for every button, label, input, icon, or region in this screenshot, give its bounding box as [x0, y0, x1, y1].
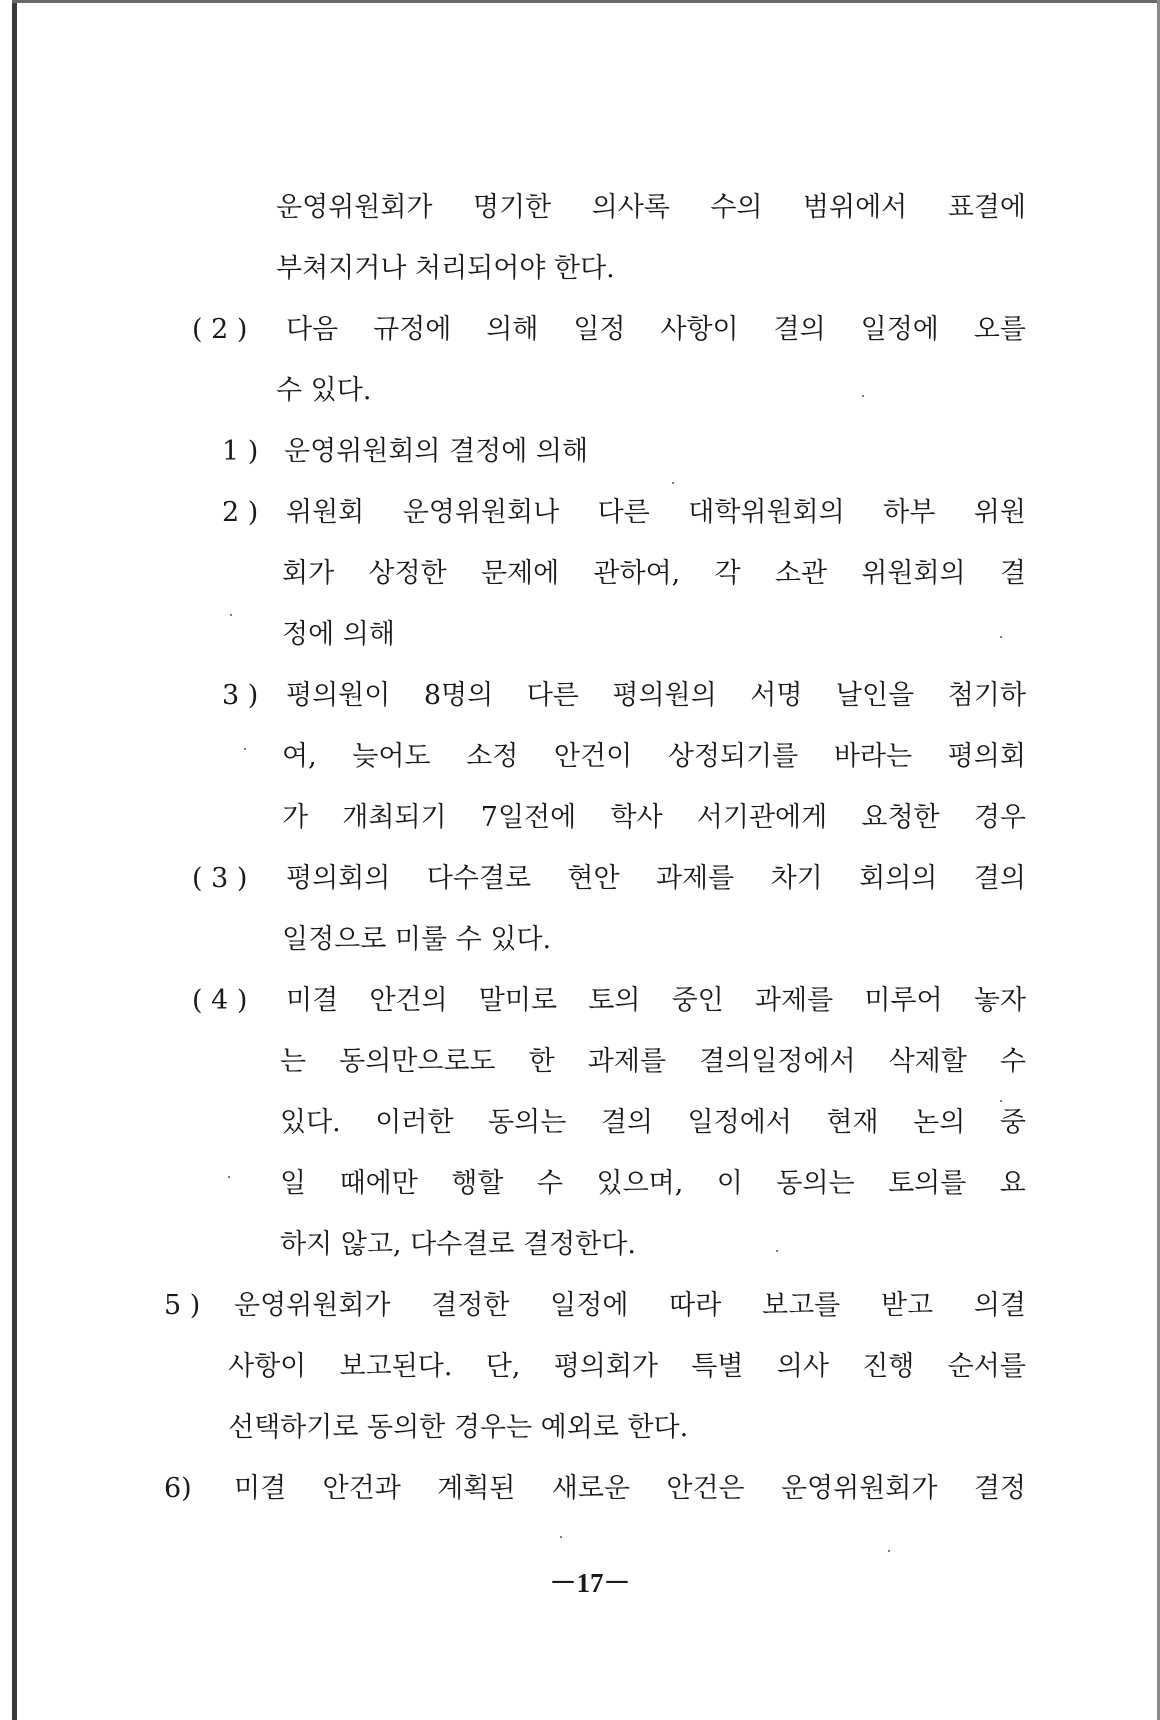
item-marker: ( 4 ) — [192, 985, 248, 1016]
body-line: 일정으로 미룰 수 있다. — [282, 924, 552, 955]
page-number: －17－ — [549, 1568, 631, 1598]
word: 7일전에 — [480, 802, 577, 833]
scan-speck — [228, 1176, 230, 1178]
body-line: 수 있다. — [276, 375, 372, 406]
word: 각 — [714, 558, 741, 589]
word: 다른 — [526, 680, 579, 711]
word: 바라는 — [833, 741, 913, 772]
word: 학사 — [610, 802, 663, 833]
word: 한 — [528, 1046, 555, 1077]
item-marker: 6) — [164, 1473, 192, 1504]
body-line — [228, 1350, 1026, 1384]
word: 사항이 — [228, 1351, 307, 1382]
word: 의사록 — [591, 192, 670, 223]
item-marker: ( 2 ) — [192, 314, 248, 345]
word: 첨기하 — [947, 680, 1026, 711]
body-line — [286, 984, 1026, 1018]
page-top-edge — [12, 0, 1160, 3]
body-line — [282, 801, 1026, 835]
word: 있으며, — [596, 1168, 684, 1199]
word: 결의일정에서 — [699, 1046, 856, 1077]
item-marker: 5 ) — [164, 1290, 201, 1321]
word: 8명의 — [423, 680, 494, 711]
scan-speck — [1000, 636, 1002, 638]
word: 하부 — [883, 497, 936, 528]
word: 일정에서 — [687, 1107, 792, 1138]
word: 안건이 — [553, 741, 633, 772]
word: 위원회 — [286, 497, 365, 528]
word: 개최되기 — [342, 802, 447, 833]
word: 평의원이 — [286, 680, 391, 711]
word: 회의의 — [859, 863, 938, 894]
word: 이 — [716, 1168, 743, 1199]
word: 수의 — [710, 192, 763, 223]
word: 운영위원회가 — [276, 192, 433, 223]
word: 중인 — [671, 985, 724, 1016]
body-line — [276, 191, 1026, 225]
word: 일 — [280, 1168, 307, 1199]
word: 차기 — [770, 863, 823, 894]
scan-speck — [230, 614, 232, 616]
word: 현안 — [567, 863, 620, 894]
word: 평의회 — [947, 741, 1026, 772]
word: 표결에 — [947, 192, 1026, 223]
word: 안건은 — [666, 1473, 745, 1504]
item-marker: 2 ) — [222, 497, 259, 528]
word: 요 — [999, 1168, 1026, 1199]
scan-speck — [862, 395, 864, 397]
word: 동의는 — [776, 1168, 855, 1199]
body-line — [286, 679, 1026, 713]
word: 관하여, — [593, 558, 681, 589]
scan-speck — [1000, 1100, 1002, 1102]
word: 동의만으로도 — [339, 1046, 496, 1077]
word: 결의 — [773, 314, 826, 345]
body-line: 정에 의해 — [282, 619, 395, 650]
scan-speck — [888, 1550, 890, 1552]
word: 결정 — [973, 1473, 1026, 1504]
word: 대학위원회의 — [688, 497, 845, 528]
word: 놓자 — [973, 985, 1026, 1016]
word: 결정한 — [431, 1290, 510, 1321]
word: 의사 — [776, 1351, 829, 1382]
word: 문제에 — [480, 558, 560, 589]
word: 다른 — [597, 497, 650, 528]
body-line: 운영위원회의 결정에 의해 — [284, 436, 589, 467]
word: 소정 — [466, 741, 519, 772]
word: 의결 — [973, 1290, 1026, 1321]
word: 위원회의 — [861, 558, 966, 589]
word: 운영위원회가 — [780, 1473, 938, 1504]
word: 과제를 — [655, 863, 735, 894]
page-left-edge — [12, 0, 17, 1720]
word: 과제를 — [754, 985, 834, 1016]
word: 날인을 — [835, 680, 915, 711]
word: 따라 — [669, 1290, 722, 1321]
body-line: 부쳐지거나 처리되어야 한다. — [276, 253, 615, 284]
body-line: 선택하기로 동의한 경우는 예외로 한다. — [228, 1412, 689, 1443]
word: 의해 — [486, 314, 539, 345]
body-line — [234, 1472, 1026, 1506]
word: 결의 — [973, 863, 1026, 894]
word: 오를 — [973, 314, 1026, 345]
body-line — [282, 740, 1026, 774]
word: 일정에 — [860, 314, 939, 345]
word: 미결 — [286, 985, 339, 1016]
word: 논의 — [913, 1107, 966, 1138]
scan-speck — [560, 1536, 562, 1538]
word: 순서를 — [947, 1351, 1026, 1382]
word: 미루어 — [864, 985, 943, 1016]
word: 는 — [280, 1046, 307, 1077]
word: 명기한 — [472, 192, 552, 223]
word: 현재 — [826, 1107, 879, 1138]
word: 토의 — [588, 985, 641, 1016]
word: 보고를 — [761, 1290, 841, 1321]
word: 경우 — [973, 802, 1026, 833]
word: 사항이 — [660, 314, 739, 345]
word: 상정되기를 — [667, 741, 799, 772]
body-line — [234, 1289, 1026, 1323]
word: 여, — [282, 741, 317, 772]
word: 안건의 — [369, 985, 448, 1016]
word: 다수결로 — [426, 863, 532, 894]
word: 늦어도 — [352, 741, 431, 772]
word: 회가 — [282, 558, 335, 589]
word: 평의회의 — [286, 863, 391, 894]
word: 단, — [485, 1351, 521, 1382]
word: 운영위원회가 — [234, 1290, 391, 1321]
word: 때에만 — [339, 1168, 418, 1199]
word: 일정에 — [550, 1290, 629, 1321]
item-marker: 3 ) — [222, 680, 259, 711]
word: 계획된 — [437, 1473, 516, 1504]
item-marker: 1 ) — [222, 436, 259, 467]
body-line — [280, 1045, 1026, 1079]
word: 결 — [999, 558, 1026, 589]
word: 미결 — [234, 1473, 287, 1504]
word: 다음 — [286, 314, 339, 345]
word: 보고된다. — [339, 1351, 453, 1382]
word: 운영위원회나 — [402, 497, 560, 528]
word: 있다. — [280, 1107, 341, 1138]
word: 위원 — [973, 497, 1026, 528]
word: 수 — [999, 1046, 1026, 1077]
scan-speck — [776, 1250, 778, 1252]
body-line — [280, 1106, 1026, 1140]
word: 가 — [282, 802, 309, 833]
word: 새로운 — [551, 1473, 630, 1504]
scan-speck — [244, 748, 246, 750]
word: 안건과 — [322, 1473, 401, 1504]
word: 범위에서 — [802, 192, 908, 223]
word: 평의회가 — [553, 1351, 659, 1382]
body-line — [286, 313, 1026, 347]
word: 동의는 — [488, 1107, 567, 1138]
body-line — [286, 496, 1026, 530]
word: 서기관에게 — [696, 802, 828, 833]
body-line — [280, 1167, 1026, 1201]
scan-speck — [672, 482, 674, 484]
word: 요청한 — [861, 802, 940, 833]
word: 삭제할 — [888, 1046, 967, 1077]
word: 규정에 — [373, 314, 452, 345]
body-line — [286, 862, 1026, 896]
word: 소관 — [774, 558, 828, 589]
item-marker: ( 3 ) — [192, 863, 248, 894]
word: 상정한 — [368, 558, 447, 589]
word: 받고 — [880, 1290, 934, 1321]
word: 결의 — [600, 1107, 654, 1138]
word: 특별 — [691, 1351, 744, 1382]
word: 서명 — [750, 680, 803, 711]
body-line — [282, 557, 1026, 591]
word: 일정 — [573, 314, 626, 345]
word: 이러한 — [375, 1107, 454, 1138]
word: 토의를 — [888, 1168, 967, 1199]
word: 진행 — [862, 1351, 915, 1382]
word: 행할 — [451, 1168, 504, 1199]
word: 수 — [536, 1168, 564, 1199]
word: 평의원의 — [612, 680, 717, 711]
body-line: 하지 않고, 다수결로 결정한다. — [280, 1229, 636, 1260]
word: 과제를 — [587, 1046, 667, 1077]
word: 말미로 — [478, 985, 558, 1016]
word: 중 — [999, 1107, 1026, 1138]
